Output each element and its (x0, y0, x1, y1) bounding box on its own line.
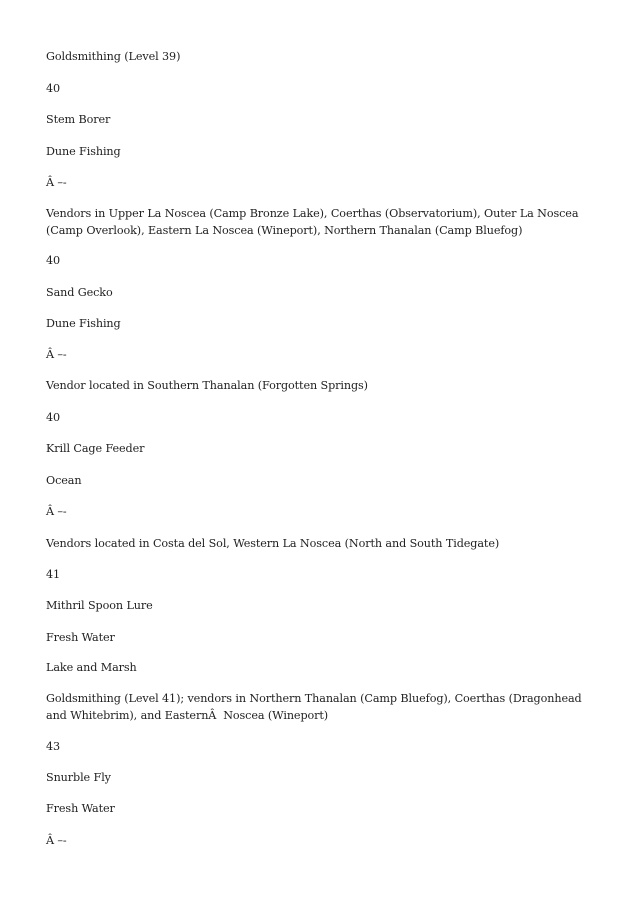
text-line: Fresh Water (46, 802, 115, 815)
text-line: Fresh Water (46, 631, 115, 644)
text-paragraph: Vendors in Upper La Noscea (Camp Bronze Lake), Coerthas (Observatorium), Outer La Noscea (Camp Overlook), Eastern La Noscea (Wineport), Northern Thanalan (Camp Bluefog) (46, 207, 582, 237)
text-line: Lake and Marsh (46, 661, 137, 674)
text-line: Snurble Fly (46, 771, 111, 784)
text-line: 43 (46, 740, 61, 753)
text-line: Â –- (46, 505, 67, 518)
text-line: Â –- (46, 348, 67, 361)
text-line: 40 (46, 411, 61, 424)
text-line: Mithril Spoon Lure (46, 599, 153, 612)
text-paragraph: Goldsmithing (Level 41); vendors in Northern Thanalan (Camp Bluefog), Coerthas (Dragonhead and Whitebrim), and EasternÂ Noscea (Wineport) (46, 692, 586, 722)
text-line: Krill Cage Feeder (46, 442, 145, 455)
text-line: Vendor located in Southern Thanalan (Forgotten Springs) (46, 379, 368, 392)
text-line: Â –- (46, 834, 67, 847)
text-line: Vendors located in Costa del Sol, Western La Noscea (North and South Tidegate) (46, 537, 500, 550)
text-line: 41 (46, 568, 61, 581)
text-line: Stem Borer (46, 113, 111, 126)
text-line: Sand Gecko (46, 286, 113, 299)
text-line: Dune Fishing (46, 317, 121, 330)
text-line: Â –- (46, 176, 67, 189)
text-line: Dune Fishing (46, 145, 121, 158)
text-line: Goldsmithing (Level 39) (46, 50, 181, 63)
text-line: 40 (46, 82, 61, 95)
text-line: Ocean (46, 474, 82, 487)
text-line: 40 (46, 254, 61, 267)
